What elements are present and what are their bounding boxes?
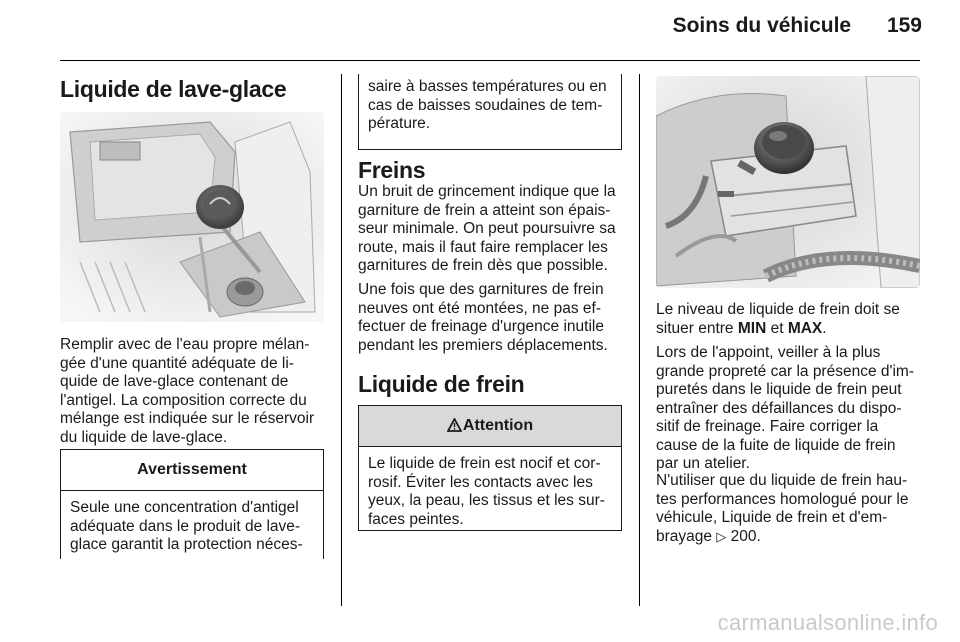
text-line: Le liquide de frein est nocif et cor- [368, 455, 601, 472]
brake-fluid-reservoir-illustration [656, 76, 920, 288]
text-line: Un bruit de grincement indique que la [358, 183, 616, 200]
text-line: sitif de freinage. Faire corriger la [656, 418, 879, 435]
text-line: gée d'une quantité adéquate de li- [60, 354, 294, 372]
page-reference[interactable]: 200. [730, 527, 761, 545]
column-divider-2 [639, 74, 640, 606]
text-line: pérature. [368, 115, 431, 132]
warning-box-avertissement [60, 449, 324, 559]
column-divider-1 [341, 74, 342, 606]
text-line: l'antigel. La composition correcte du [60, 391, 307, 409]
text-line: adéquate dans le produit de lave- [70, 517, 301, 535]
text-line: mélange est indiquée sur le réservoir [60, 410, 315, 427]
brake-fluid-topup-paragraph [656, 344, 936, 474]
text-line: tes performances homologué pour le [656, 490, 909, 508]
attention-label: Attention [462, 417, 534, 434]
text-line: pendant les premiers déplacements. [358, 336, 608, 354]
text-line: Une fois que des garnitures de frein [358, 281, 604, 298]
warning-box-continued [358, 74, 622, 150]
section-title: Soins du véhicule [672, 14, 852, 37]
brakes-paragraph-1 [358, 183, 628, 276]
brake-fluid-spec-paragraph [656, 472, 936, 546]
warning-box-body [61, 491, 323, 563]
brakes-paragraph-2 [358, 281, 628, 355]
text-line: fectuer de freinage d'urgence inutile [358, 318, 604, 335]
heading-brakes: Freins [358, 157, 426, 183]
text-line: par un atelier. [656, 455, 750, 472]
text-line: Lors de l'appoint, veiller à la plus [656, 344, 881, 361]
text-fragment: et [766, 319, 788, 337]
text-line: quide de lave-glace contenant de [60, 373, 289, 390]
text-line: N'utiliser que du liquide de frein hau- [656, 472, 908, 489]
washer-fluid-paragraph [60, 336, 330, 447]
text-line: véhicule, Liquide de frein et d'em- [656, 509, 888, 526]
text-line: route, mais il faut faire remplacer les [358, 238, 608, 256]
min-label: MIN [737, 319, 767, 337]
text-line [656, 528, 936, 547]
attention-box-body [359, 447, 621, 537]
page-number: 159 [886, 14, 922, 37]
text-line: garnitures de frein dès que possible. [358, 257, 608, 274]
text-line: Le niveau de liquide de frein doit se [656, 301, 900, 318]
heading-washer-fluid: Liquide de lave-glace [60, 76, 287, 102]
text-line: puretés dans le liquide de frein peut [656, 381, 902, 398]
watermark: carmanualsonline.info [717, 610, 938, 635]
text-line: garniture de frein a atteint son épais- [358, 201, 611, 219]
brake-fluid-level-paragraph [656, 301, 936, 338]
text-line: cause de la fuite de liquide de frein [656, 436, 896, 454]
text-line: entraîner des défaillances du dispo- [656, 399, 902, 417]
page-header [673, 14, 922, 38]
text-line: neuves ont été montées, ne pas ef- [358, 299, 601, 317]
text-fragment: . [822, 319, 827, 337]
attention-box [358, 405, 622, 531]
max-label: MAX [787, 319, 823, 337]
text-line: du liquide de lave-glace. [60, 428, 228, 446]
text-line: grande propreté car la présence d'im- [656, 362, 914, 380]
text-line: rosif. Éviter les contacts avec les [368, 473, 593, 491]
text-line: situer entre MIN et MAX. [656, 319, 827, 337]
header-rule [60, 60, 920, 61]
warning-box-continued-body [359, 74, 621, 142]
text-line: yeux, la peau, les tissus et les sur- [368, 492, 605, 509]
warning-box-title: Avertissement [61, 450, 323, 491]
text-line: seur minimale. On peut poursuivre sa [358, 220, 616, 237]
heading-brake-fluid: Liquide de frein [358, 371, 525, 397]
text-line: glace garantit la protection néces- [70, 536, 303, 553]
text-line: Remplir avec de l'eau propre mélan- [60, 336, 310, 353]
attention-box-title [359, 406, 621, 447]
text-line: saire à basses températures ou en [368, 78, 607, 95]
text-line: Seule une concentration d'antigel [70, 499, 299, 516]
arrow-reference-icon[interactable]: ▷ [716, 528, 727, 544]
text-fragment: brayage [656, 527, 713, 545]
warning-triangle-icon [447, 408, 462, 448]
washer-fluid-reservoir-illustration [60, 112, 324, 322]
text-line: cas de baisses soudaines de tem- [368, 96, 603, 114]
text-line: faces peintes. [368, 510, 464, 528]
